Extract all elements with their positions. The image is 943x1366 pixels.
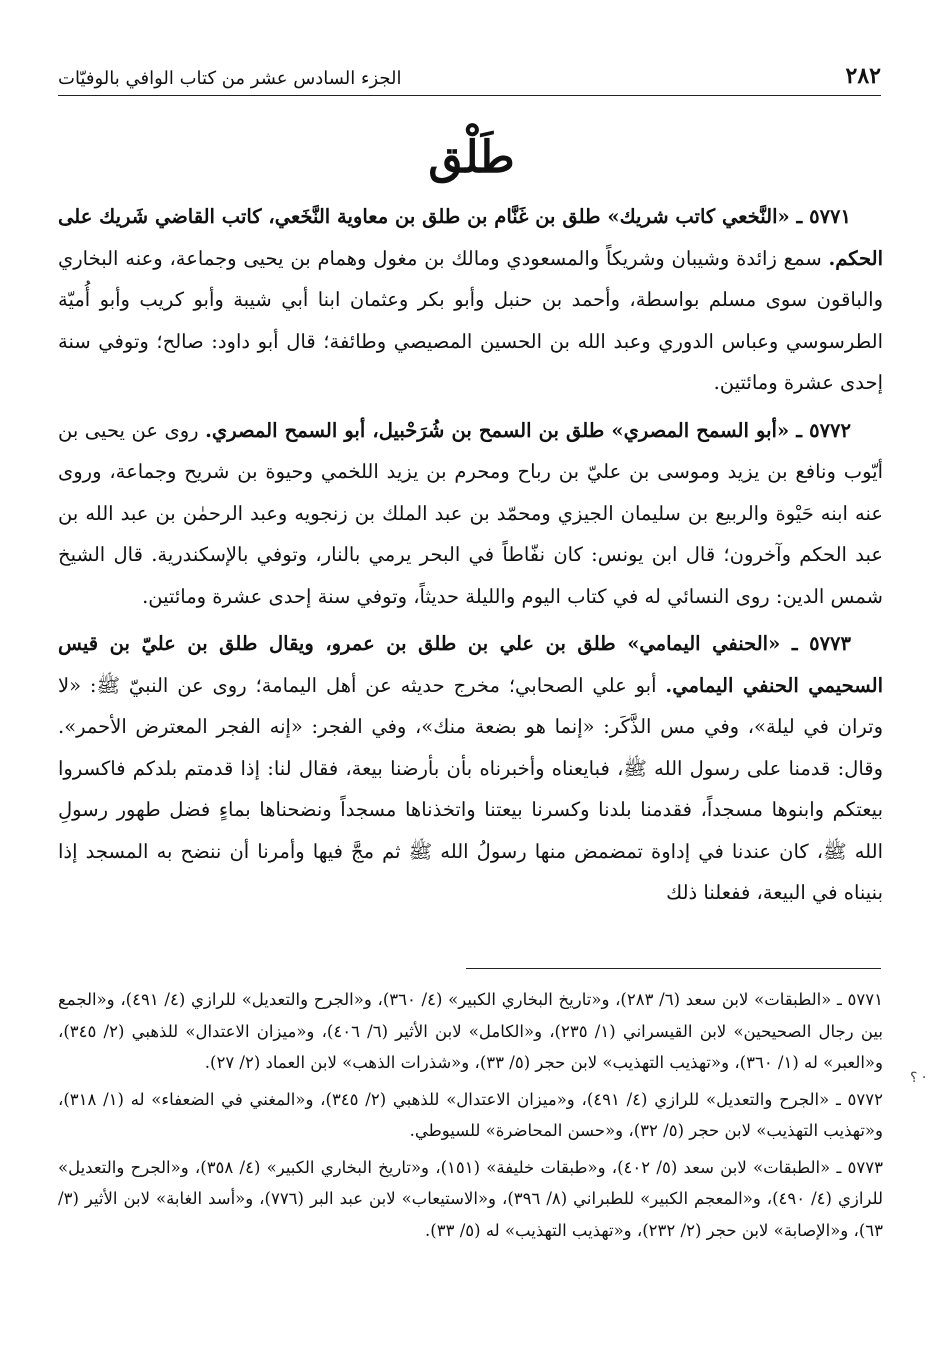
entry-lead: ٥٧٧٢ ـ «أبو السمح المصري» طلق بن السمح بن شُرَحْبيل، أبو السمح المصري. [205, 418, 851, 442]
footnote-number: ٥٧٧١ ـ [837, 990, 883, 1009]
page-number: ٢٨٢ [845, 63, 881, 89]
footnote-divider [466, 968, 881, 969]
main-text [58, 196, 883, 920]
book-title: الجزء السادس عشر من كتاب الوافي بالوفيّات [58, 68, 402, 89]
entry-5773 [58, 623, 883, 914]
entry-lead: ٥٧٧٣ ـ «الحنفي اليمامي» طلق بن علي بن طلق بن عمرو، ويقال طلق بن عليّ بن قيس السحيمي الحنفي اليمامي. [58, 632, 884, 697]
footnote-5771 [58, 984, 883, 1079]
entry-body: أبو علي الصحابي؛ مخرج حديثه عن أهل اليمامة؛ روى عن النبيّ ﷺ: «لا وتران في ليلة»، وفي مس الذَّكَر: «إنما هو بضعة منك»، وفي الفجر: «إنه الفجر المعترض الأحمر». وقال: قدمنا على رسول الله ﷺ، فبايعناه وأخبرناه بأن بأرضنا بيعة، فقال لنا: إذا قدمتم بلدكم فاكسروا بيعتكم وابنوها مسجداً، فقدمنا بلدنا وكسرنا بيعتنا واتخذناها مسجداً ونضحناها بماءٍ فضل طهور رسولِ الله ﷺ، كان عندنا في إداوة تمضمض منها رسولُ الله ﷺ ثم مجَّ فيها وأمرنا أن ننضح به المسجد إذا بنيناه في البيعة، ففعلنا ذلك [58, 673, 883, 904]
footnote-text: «الطبقات» لابن سعد (٦/ ٢٨٣)، و«تاريخ البخاري الكبير» (٤/ ٣٦٠)، و«الجرح والتعديل» للرازي (٤/ ٤٩١)، و«الجمع بين رجال الصحيحين» لابن القيسراني (١/ ٢٣٥)، و«الكامل» لابن الأثير (٦/ ٤٠٦)، و«ميزان الاعتدال» للذهبي (٢/ ٣٤٥)، و«العبر» له (١/ ٣٦٠)، و«تهذيب التهذيب» لابن حجر (٥/ ٣٣)، و«شذرات الذهب» لابن العماد (٢/ ٢٧). [58, 990, 883, 1072]
entry-body: سمع زائدة وشيبان وشريكاً والمسعودي ومالك بن مغول وهمام بن يحيى وجماعة، وعنه البخاري والباقون سوى مسلم بواسطة، وأحمد بن حنبل وأبو بكر وعثمان ابنا أبي شيبة وأبو كريب وأبو أُميّة الطرسوسي وعباس الدوري وعبد الله بن الحسين المصيصي وطائفة؛ قال أبو داود: صالح؛ وتوفي سنة إحدى عشرة ومائتين. [58, 246, 883, 394]
entry-5772 [58, 410, 883, 618]
footnotes [58, 984, 883, 1251]
footnote-5773 [58, 1152, 883, 1247]
section-heading: طَلْق [428, 132, 515, 183]
margin-mark: ؟ · [910, 1070, 927, 1086]
entry-5771 [58, 196, 883, 404]
entry-body: روى عن يحيى بن أيّوب ونافع بن يزيد وموسى بن عليّ بن رباح ومحرم بن يزيد اللخمي وحيوة بن شريح وجماعة، وروى عنه ابنه حَيْوة والربيع بن سليمان الجيزي ومحمّد بن عبد الملك بن زنجويه وعبد الرحمٰن بن عبد الله بن عبد الحكم وآخرون؛ قال ابن يونس: كان نفّاطاً في البحر يرمي بالنار، وتوفي بالإسكندرية. قال الشيخ شمس الدين: روى النسائي له في كتاب اليوم والليلة حديثاً، وتوفي سنة إحدى عشرة ومائتين. [58, 418, 883, 608]
footnote-5772 [58, 1084, 883, 1147]
entry-lead: ٥٧٧١ ـ «النَّخعي كاتب شريك» طلق بن غَنَّام بن طلق بن معاوية النَّخَعي، كاتب القاضي شَريك على الحكم. [58, 205, 883, 270]
running-header [58, 52, 881, 96]
footnote-number: ٥٧٧٣ ـ [836, 1157, 883, 1177]
footnote-number: ٥٧٧٢ ـ [835, 1089, 883, 1109]
footnote-text: «الطبقات» لابن سعد (٥/ ٤٠٢)، و«طبقات خليفة» (١٥١)، و«تاريخ البخاري الكبير» (٤/ ٣٥٨)، و«الجرح والتعديل» للرازي (٤/ ٤٩٠)، و«المعجم الكبير» للطبراني (٨/ ٣٩٦)، و«الاستيعاب» لابن عبد البر (٧٧٦)، و«أسد الغابة» لابن الأثير (٣/ ٦٣)، و«الإصابة» لابن حجر (٢/ ٢٣٢)، و«تهذيب التهذيب» له (٥/ ٣٣). [58, 1157, 884, 1240]
footnote-text: «الجرح والتعديل» للرازي (٤/ ٤٩١)، و«ميزان الاعتدال» للذهبي (٢/ ٣٤٥)، و«المغني في الضعفاء» له (١/ ٣١٨)، و«تهذيب التهذيب» لابن حجر (٥/ ٣٢)، و«حسن المحاضرة» للسيوطي. [58, 1089, 883, 1140]
